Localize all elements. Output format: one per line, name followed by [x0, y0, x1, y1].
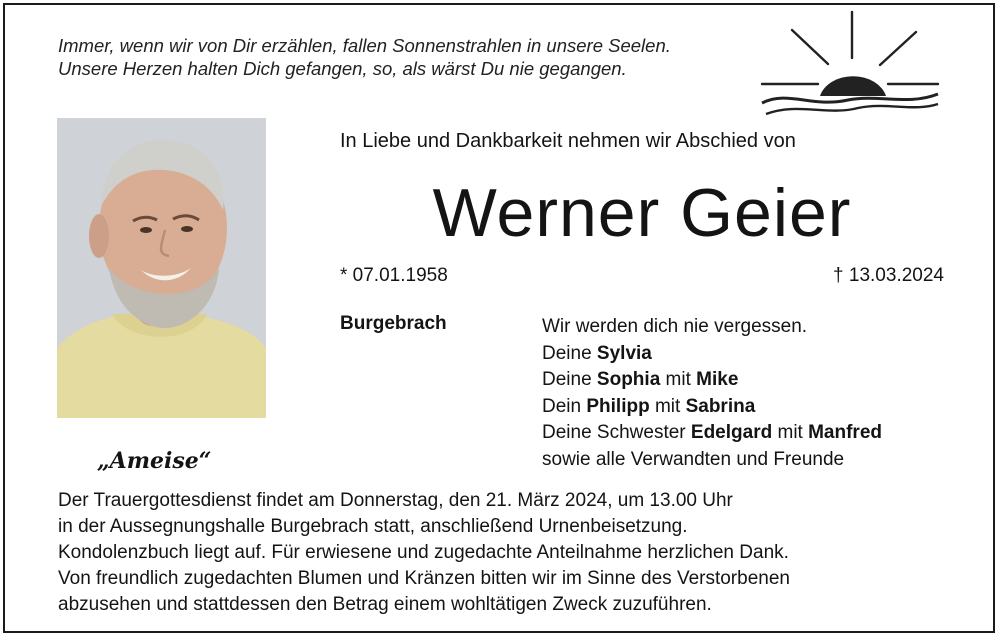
family-member: Philipp [586, 395, 650, 417]
service-line: abzusehen und stattdessen den Betrag einem wohltätigen Zweck zuzuführen. [58, 594, 712, 615]
family-text: Deine [542, 369, 597, 390]
family-line [542, 341, 882, 368]
sunset-icon [758, 8, 942, 120]
service-line: Der Trauergottesdienst findet am Donnerstag, den 21. März 2024, um 13.00 Uhr [58, 490, 733, 511]
family-line [542, 314, 882, 341]
family-line [542, 394, 882, 421]
family-text: Deine Schwester [542, 422, 691, 443]
family-member: Sophia [596, 369, 661, 390]
family-member: Manfred [808, 422, 883, 443]
service-announcement [58, 488, 958, 618]
birth-date: * 07.01.1958 [340, 265, 448, 286]
quote-line-2: Unsere Herzen halten Dich gefangen, so, als wärst Du nie gegangen. [58, 58, 627, 79]
family-text: Deine [542, 342, 597, 364]
memorial-quote [58, 34, 671, 80]
family-text: mit [660, 369, 697, 390]
family-member: Sabrina [685, 395, 756, 417]
family-line [542, 420, 882, 447]
family-line [542, 447, 882, 474]
family-text: Dein [542, 395, 587, 417]
family-member: Edelgard [690, 422, 773, 443]
intro-text: In Liebe und Dankbarkeit nehmen wir Abschied von [340, 130, 796, 152]
family-text: mit [649, 395, 686, 417]
death-date: † 13.03.2024 [833, 265, 944, 286]
service-line: in der Aussegnungshalle Burgebrach statt, anschließend Urnenbeisetzung. [58, 516, 688, 537]
family-text: Wir werden dich nie vergessen. [542, 316, 808, 337]
place-name: Burgebrach [340, 313, 447, 334]
family-text: sowie alle Verwandten und Freunde [542, 448, 845, 470]
portrait-photo [57, 118, 266, 418]
service-line: Von freundlich zugedachten Blumen und Kränzen bitten wir im Sinne des Verstorbenen [58, 568, 790, 589]
nickname: „Ameise“ [97, 448, 212, 474]
deceased-name: Werner Geier [432, 175, 852, 251]
family-list [542, 314, 882, 473]
quote-line-1: Immer, wenn wir von Dir erzählen, fallen Sonnenstrahlen in unsere Seelen. [58, 35, 671, 56]
family-text: mit [772, 422, 809, 443]
family-member: Sylvia [596, 342, 652, 364]
service-line: Kondolenzbuch liegt auf. Für erwiesene und zugedachte Anteilnahme herzlichen Dank. [58, 542, 789, 563]
family-member: Mike [696, 369, 739, 390]
family-line [542, 367, 882, 394]
